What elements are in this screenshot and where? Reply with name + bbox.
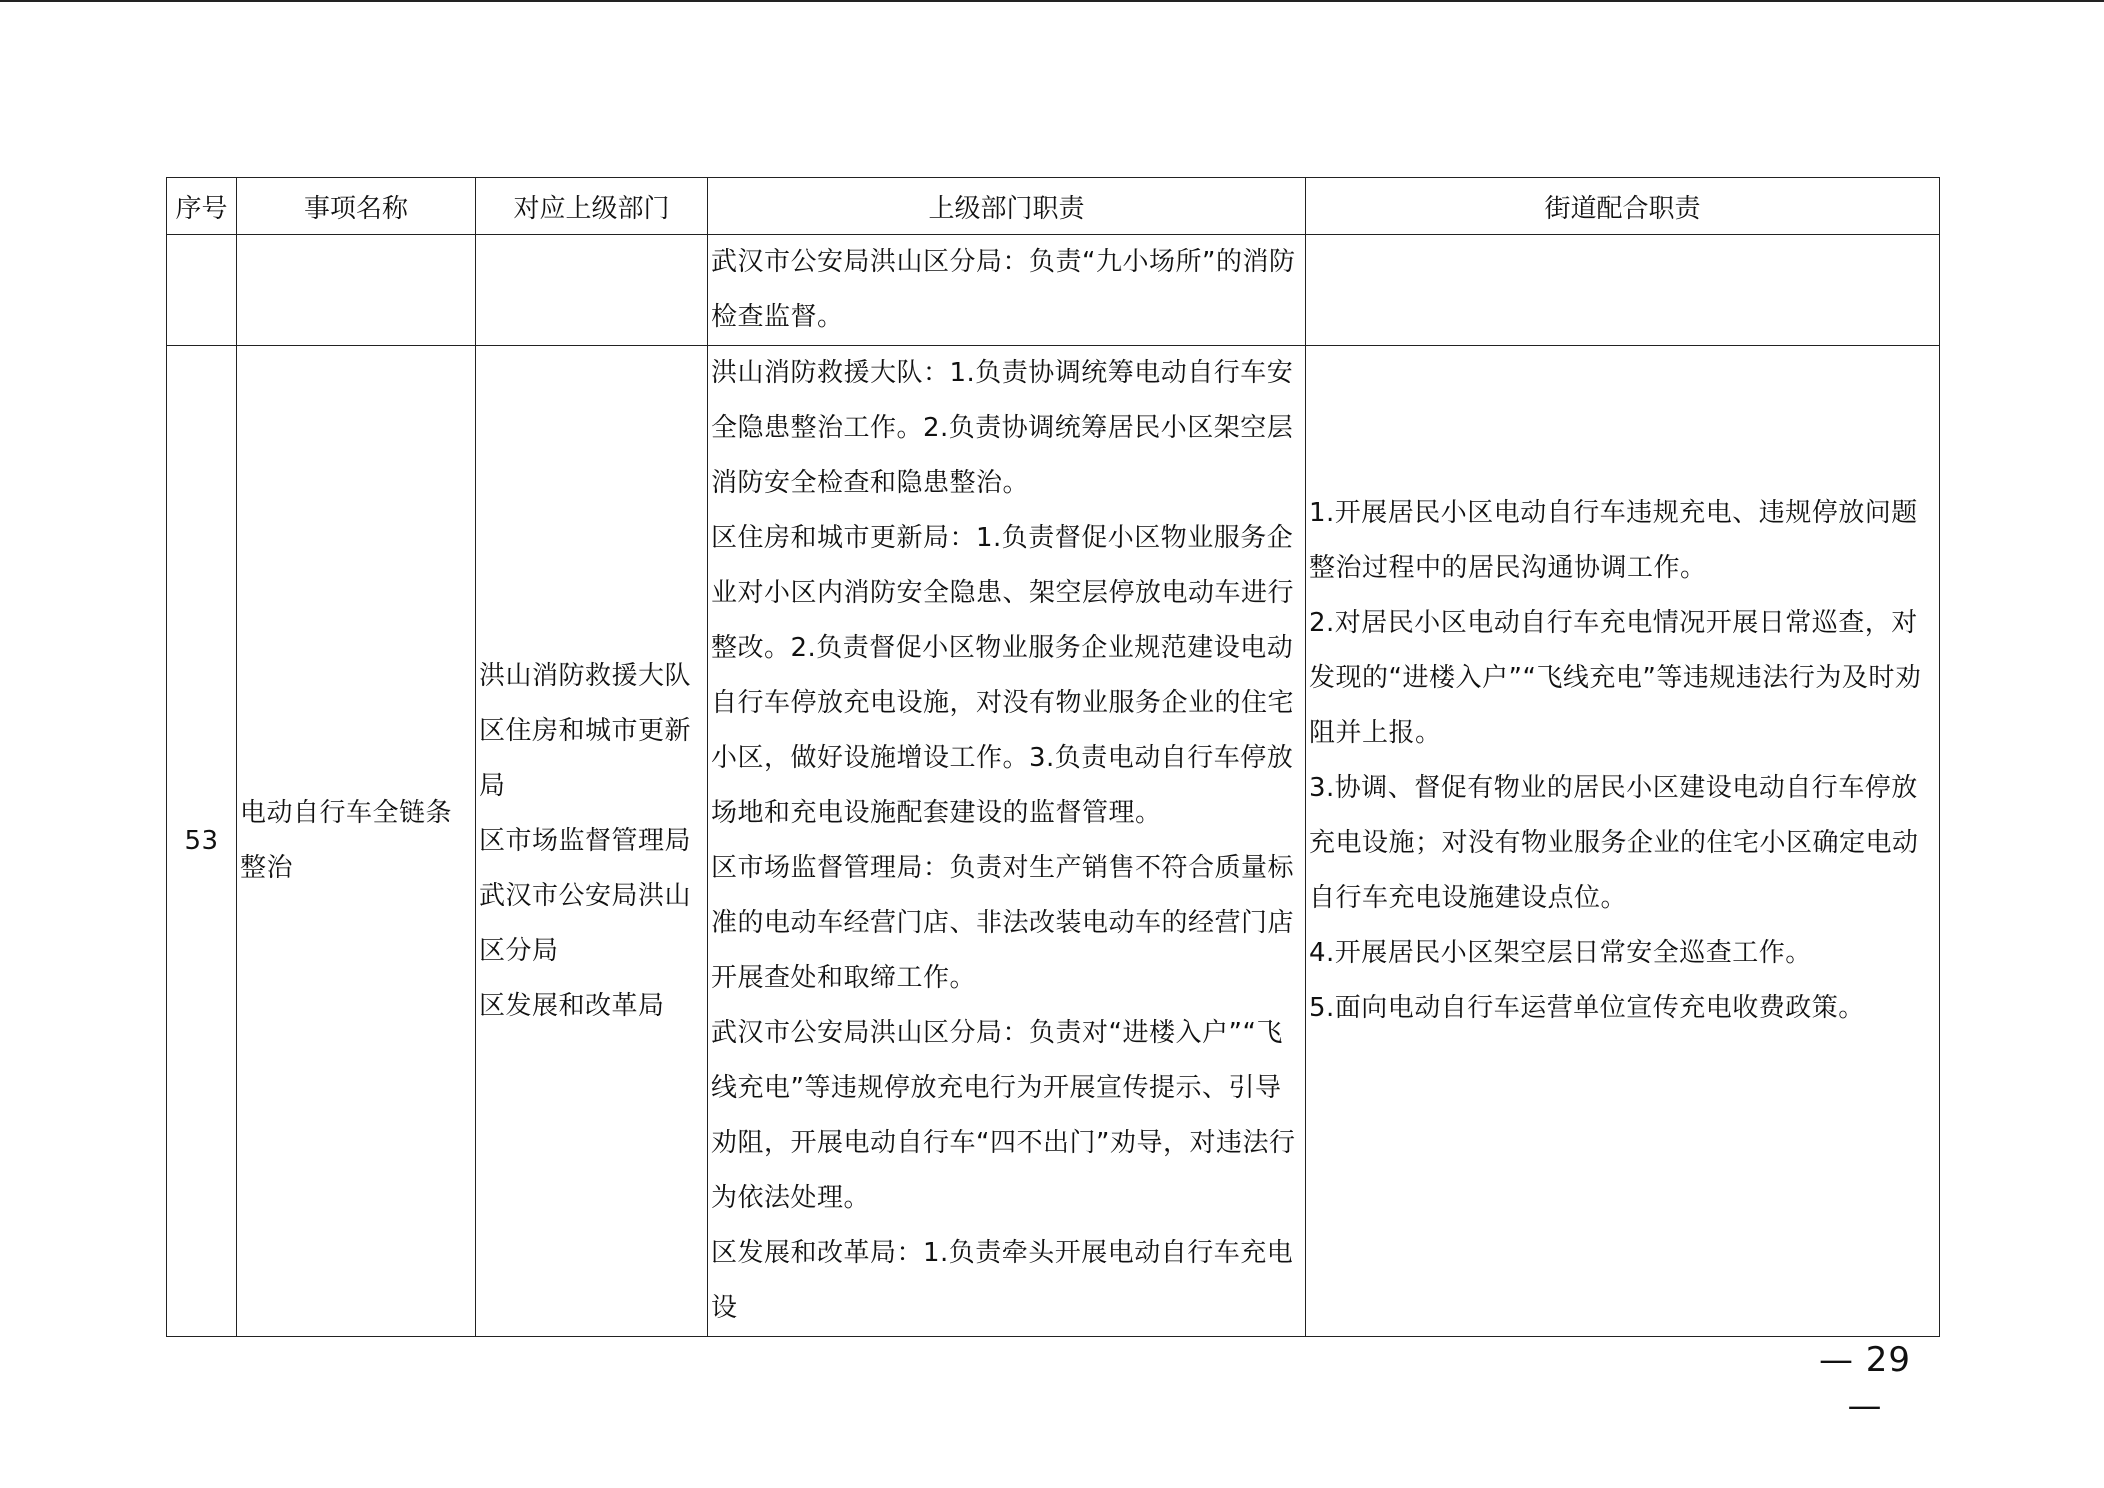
upper-duty-paragraph: 洪山消防救援大队：1.负责协调统筹电动自行车安全隐患整治工作。2.负责协调统筹居民小区架空层消防安全检查和隐患整治。 [711, 358, 1294, 498]
department-name: 区发展和改革局 [479, 990, 665, 1021]
cell-upper-duties-continuation [708, 235, 1306, 346]
upper-duty-paragraph: 区住房和城市更新局：1.负责督促小区物业服务企业对小区内消防安全隐患、架空层停放电动车进行整改。2.负责督促小区物业服务企业规范建设电动自行车停放充电设施，对没有物业服务企业的住宅小区，做好设施增设工作。3.负责电动自行车停放场地和充电设施配套建设的监督管理。 [711, 523, 1295, 828]
street-duty-item: 4.开展居民小区架空层日常安全巡查工作。 [1309, 938, 1812, 968]
table-row-53 [167, 346, 1940, 1337]
header-number: 序号 [167, 178, 237, 235]
street-duty-item: 3.协调、督促有物业的居民小区建设电动自行车停放充电设施；对没有物业服务企业的住宅小区确定电动自行车充电设施建设点位。 [1309, 773, 1919, 913]
row-number: 53 [184, 825, 219, 856]
upper-duty-paragraph: 武汉市公安局洪山区分局：负责对“进楼入户”“飞线充电”等违规停放充电行为开展宣传提示、引导劝阻，开展电动自行车“四不出门”劝导，对违法行为依法处理。 [711, 1018, 1296, 1213]
cell-item-name [237, 346, 476, 1337]
street-duty-item: 2.对居民小区电动自行车充电情况开展日常巡查，对发现的“进楼入户”“飞线充电”等违规违法行为及时劝阻并上报。 [1309, 608, 1922, 748]
upper-duty-paragraph: 武汉市公安局洪山区分局：负责“九小场所”的消防检查监督。 [711, 247, 1296, 332]
table-header-row [167, 178, 1940, 235]
cell-department-empty [476, 235, 708, 346]
cell-item-empty [237, 235, 476, 346]
upper-duty-paragraph: 区发展和改革局：1.负责牵头开展电动自行车充电设 [711, 1238, 1294, 1323]
department-name: 洪山消防救援大队 [479, 660, 692, 691]
department-name: 区市场监督管理局 [479, 825, 692, 856]
cell-street-empty [1306, 235, 1940, 346]
header-upper-duties: 上级部门职责 [708, 178, 1306, 235]
cell-number-empty [167, 235, 237, 346]
item-name: 电动自行车全链条整治 [240, 798, 453, 883]
cell-number [167, 346, 237, 1337]
upper-duty-paragraph: 区市场监督管理局：负责对生产销售不符合质量标准的电动车经营门店、非法改装电动车的经营门店开展查处和取缔工作。 [711, 853, 1295, 993]
header-upper-department: 对应上级部门 [476, 178, 708, 235]
department-name: 武汉市公安局洪山区分局 [479, 880, 692, 966]
table-row-continuation [167, 235, 1940, 346]
page-top-rule [0, 0, 2104, 2]
street-duties-list [1306, 486, 1939, 1036]
street-duty-item: 1.开展居民小区电动自行车违规充电、违规停放问题整治过程中的居民沟通协调工作。 [1309, 498, 1918, 583]
cell-departments [476, 346, 708, 1337]
header-street-duties: 街道配合职责 [1306, 178, 1940, 235]
header-item-name: 事项名称 [237, 178, 476, 235]
cell-street-duties [1306, 346, 1940, 1337]
street-duty-item: 5.面向电动自行车运营单位宣传充电收费政策。 [1309, 993, 1865, 1023]
cell-upper-duties [708, 346, 1306, 1337]
duties-table [166, 177, 1940, 1337]
page-number: — 29 — [1818, 1340, 1912, 1426]
department-name: 区住房和城市更新局 [479, 715, 692, 801]
